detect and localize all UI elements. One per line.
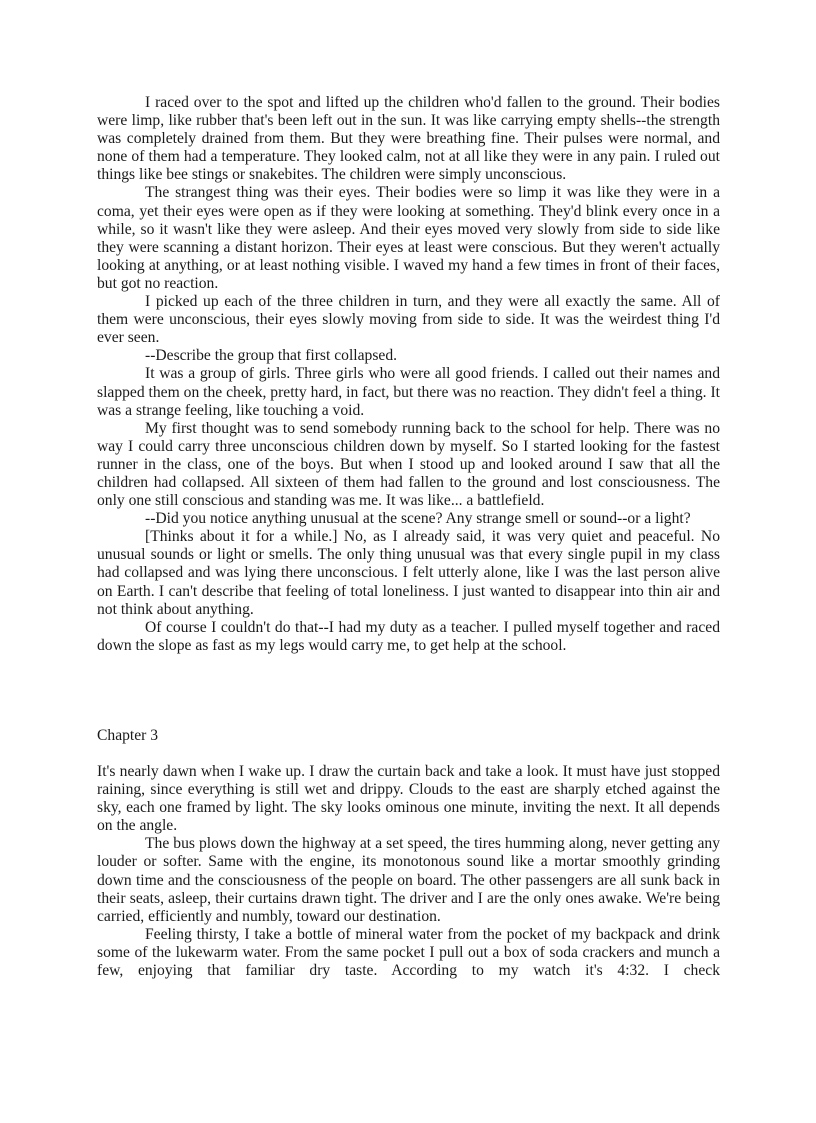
document-page xyxy=(97,94,720,980)
section-spacer xyxy=(97,655,720,727)
paragraph: [Thinks about it for a while.] No, as I already said, it was very quiet and peaceful. No unusual sounds or light or smells. The only thing unusual was that every single pupil in my class had collapsed and was lying there unconscious. I felt utterly alone, like I was the last person alive on Earth. I can't describe that feeling of total loneliness. I just wanted to disappear into thin air and not think about anything. xyxy=(97,528,720,618)
paragraph: I raced over to the spot and lifted up the children who'd fallen to the ground. Their bodies were limp, like rubber that's been left out in the sun. It was like carrying empty shells--the strength was completely drained from them. But they were breathing fine. Their pulses were normal, and none of them had a temperature. They looked calm, not at all like they were in any pain. I ruled out things like bee stings or snakebites. The children were simply unconscious. xyxy=(97,94,720,184)
interview-question: --Describe the group that first collapsed. xyxy=(145,347,398,365)
paragraph: It was a group of girls. Three girls who were all good friends. I called out their names and slapped them on the cheek, pretty hard, in fact, but there was no reaction. They didn't feel a thing. It was a strange feeling, like touching a void. xyxy=(97,365,720,419)
chapter-heading: Chapter 3 xyxy=(97,726,159,744)
paragraph: Of course I couldn't do that--I had my duty as a teacher. I pulled myself together and raced down the slope as fast as my legs would carry me, to get help at the school. xyxy=(97,618,720,654)
paragraph: Feeling thirsty, I take a bottle of mineral water from the pocket of my backpack and drink some of the lukewarm water. From the same pocket I pull out a box of soda crackers and munch a few, enjoying that familiar dry taste. According to my watch it's 4:32. I check xyxy=(97,925,720,980)
paragraph: My first thought was to send somebody running back to the school for help. There was no way I could carry three unconscious children down by myself. So I started looking for the fastest runner in the class, one of the boys. But when I stood up and looked around I saw that all the children had collapsed. All sixteen of them had fallen to the ground and lost consciousness. The only one still conscious and standing was me. It was like... a battlefield. xyxy=(97,419,720,510)
paragraph: I picked up each of the three children in turn, and they were all exactly the same. All of them were unconscious, their eyes slowly moving from side to side. It was the weirdest thing I'd ever seen. xyxy=(97,293,720,347)
heading-spacer xyxy=(97,745,720,763)
interview-question: --Did you notice anything unusual at the scene? Any strange smell or sound--or a light? xyxy=(145,510,691,528)
previous-section xyxy=(97,94,720,655)
paragraph: The strangest thing was their eyes. Their bodies were so limp it was like they were in a coma, yet their eyes were open as if they were looking at something. They'd blink every once in a while, so it wasn't like they were asleep. And their eyes moved very slowly from side to side like they were scanning a distant horizon. Their eyes at least were conscious. But they weren't actually looking at anything, or at least nothing visible. I waved my hand a few times in front of their faces, but got no reaction. xyxy=(97,184,720,292)
paragraph: It's nearly dawn when I wake up. I draw the curtain back and take a look. It must have just stopped raining, since everything is still wet and drippy. Clouds to the east are sharply etched against the sky, each one framed by light. The sky looks ominous one minute, inviting the next. It all depends on the angle. xyxy=(97,763,720,835)
paragraph: The bus plows down the highway at a set speed, the tires humming along, never getting any louder or softer. Same with the engine, its monotonous sound like a mortar smoothly grinding down time and the consciousness of the people on board. The other passengers are all sunk back in their seats, asleep, their curtains drawn tight. The driver and I are the only ones awake. We're being carried, efficiently and numbly, toward our destination. xyxy=(97,835,720,925)
chapter-body xyxy=(97,763,720,980)
